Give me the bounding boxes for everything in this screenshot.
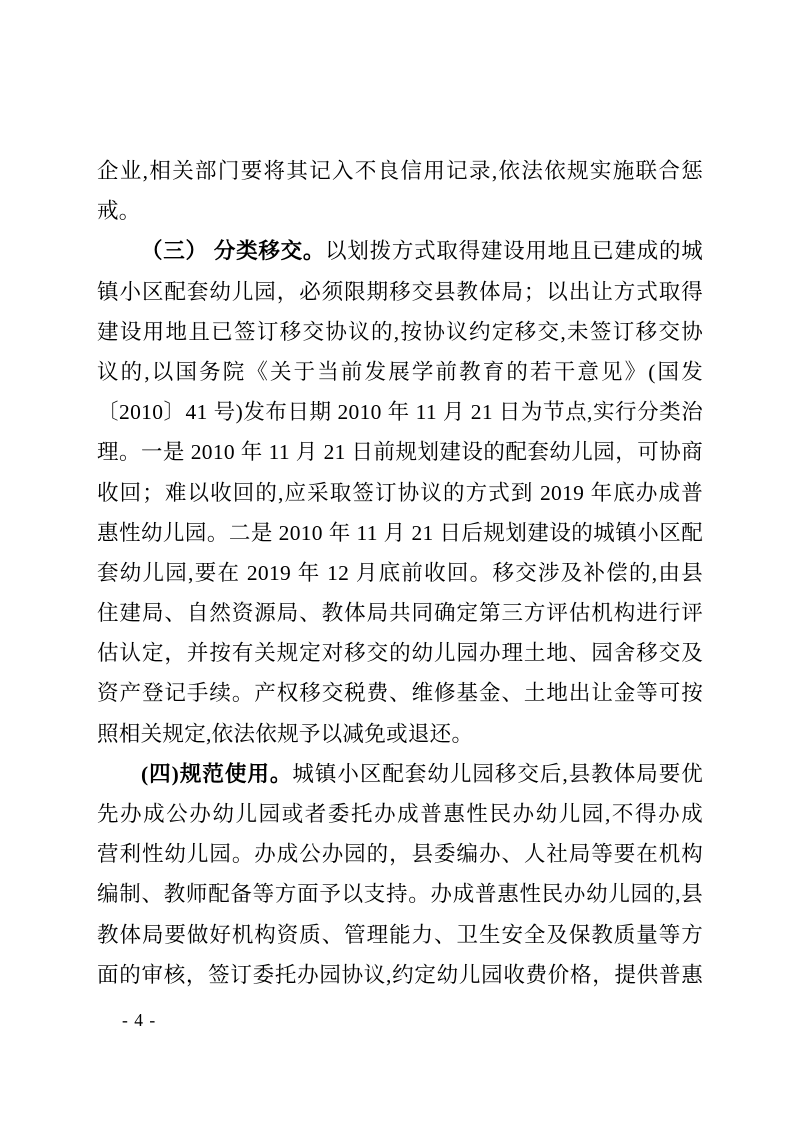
text-line bbox=[97, 553, 703, 593]
text-line bbox=[97, 352, 703, 392]
text-line bbox=[97, 432, 703, 472]
line-text: 估认定，并按有关规定对移交的幼儿园办理土地、园舍移交及 bbox=[97, 641, 703, 666]
line-text: 收回；难以收回的,应采取签订协议的方式到 2019 年底办成普 bbox=[97, 480, 703, 505]
line-text: 理。一是 2010 年 11 月 21 日前规划建设的配套幼儿园，可协商 bbox=[97, 440, 703, 465]
line-text: 面的审核，签订委托办园协议,约定幼儿园收费价格，提供普惠 bbox=[97, 962, 703, 987]
text-line bbox=[97, 312, 703, 352]
line-text: 先办成公办幼儿园或者委托办成普惠性民办幼儿园,不得办成 bbox=[97, 802, 703, 826]
page-number: - 4 - bbox=[122, 1010, 157, 1030]
line-text: 照相关规定,依法依规予以减免或退还。 bbox=[97, 721, 474, 746]
line-text: 镇小区配套幼儿园，必须限期移交县教体局；以出让方式取得 bbox=[97, 279, 703, 304]
line-text: 编制、教师配备等方面予以支持。办成普惠性民办幼儿园的,县 bbox=[97, 882, 703, 907]
text-line bbox=[97, 673, 703, 713]
document-body bbox=[97, 151, 703, 995]
text-line bbox=[97, 231, 703, 271]
section-heading: (四)规范使用。 bbox=[141, 761, 293, 786]
line-text: 〔2010〕41 号)发布日期 2010 年 11 月 21 日为节点,实行分类治 bbox=[97, 400, 703, 425]
line-text: 城镇小区配套幼儿园移交后,县教体局要优 bbox=[292, 761, 703, 786]
line-text: 企业,相关部门要将其记入不良信用记录,依法依规实施联合惩 bbox=[97, 159, 703, 183]
section-heading: （三） 分类移交。 bbox=[141, 239, 326, 264]
text-line bbox=[97, 754, 703, 794]
text-line bbox=[97, 955, 703, 995]
line-text: 套幼儿园,要在 2019 年 12 月底前收回。移交涉及补偿的,由县 bbox=[97, 560, 703, 585]
line-text: 议的,以国务院《关于当前发展学前教育的若干意见》(国发 bbox=[97, 359, 703, 384]
line-text: 惠性幼儿园。二是 2010 年 11 月 21 日后规划建设的城镇小区配 bbox=[97, 520, 703, 545]
text-line bbox=[97, 513, 703, 553]
line-text: 营利性幼儿园。办成公办园的，县委编办、人社局等要在机构 bbox=[97, 842, 703, 867]
text-line bbox=[97, 874, 703, 914]
text-line bbox=[97, 834, 703, 874]
text-line bbox=[97, 473, 703, 513]
text-line bbox=[97, 714, 703, 754]
line-text: 资产登记手续。产权移交税费、维修基金、土地出让金等可按 bbox=[97, 681, 703, 706]
line-text: 建设用地且已签订移交协议的,按协议约定移交,未签订移交协 bbox=[97, 319, 703, 344]
text-line bbox=[97, 392, 703, 432]
text-line bbox=[97, 272, 703, 312]
line-text: 戒。 bbox=[97, 199, 141, 224]
text-line bbox=[97, 593, 703, 633]
line-text: 教体局要做好机构资质、管理能力、卫生安全及保教质量等方 bbox=[97, 922, 703, 947]
text-line bbox=[97, 191, 703, 231]
text-line bbox=[97, 633, 703, 673]
line-text: 以划拨方式取得建设用地且已建成的城 bbox=[325, 239, 703, 264]
text-line bbox=[97, 915, 703, 955]
text-line bbox=[97, 151, 703, 191]
text-line bbox=[97, 794, 703, 834]
line-text: 住建局、自然资源局、教体局共同确定第三方评估机构进行评 bbox=[97, 601, 703, 626]
